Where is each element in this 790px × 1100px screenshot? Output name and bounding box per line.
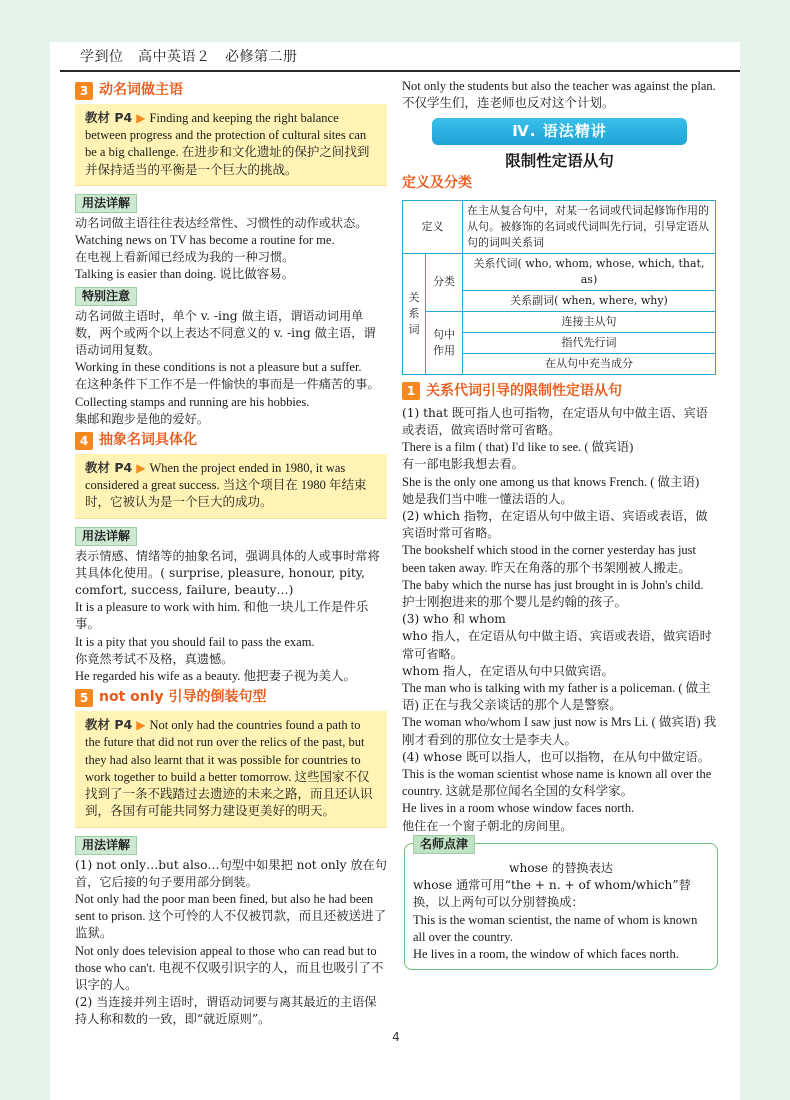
- play-triangle-icon: ▶: [136, 718, 146, 733]
- right-column: [402, 78, 717, 970]
- section-number-badge: 4: [75, 432, 93, 450]
- usage-tag: 用法详解: [75, 527, 137, 546]
- example-en: There is a film ( that) I'd like to see. ( 做宾语): [402, 440, 634, 455]
- note-tag: 特别注意: [75, 287, 137, 306]
- example-line: The man who is talking with my father is a policeman. ( 做主语) 正在与我父亲谈话的那个人是警察。: [402, 681, 711, 713]
- example-zh: 集邮和跑步是他的爱好。: [75, 411, 210, 426]
- rule-line: whom 指人，在定语从句中只做宾语。: [402, 663, 614, 678]
- tip-example: He lives in a room, the window of which faces north.: [413, 946, 679, 961]
- definition-table: [402, 200, 716, 375]
- function-row: 指代先行词: [463, 332, 716, 353]
- usage-tag: 用法详解: [75, 836, 137, 855]
- example-line: The baby which the nurse has just brought in is John's child. 护士刚抱进来的那个婴儿是约翰的孩子。: [402, 577, 704, 610]
- example-line: Not only the students but also the teacher was against the plan. 不仅学生们，连老师也反对这个计划。: [402, 79, 716, 111]
- tip-example: This is the woman scientist, the name of whom is known all over the country.: [413, 912, 698, 944]
- textbook-quote: [75, 104, 387, 185]
- page-number: 4: [383, 1024, 409, 1050]
- example-en: She is the only one among us that knows French. ( 做主语): [402, 474, 700, 489]
- section-4-heading: [75, 430, 387, 451]
- example-line: The woman who/whom I saw just now is Mrs Li. ( 做宾语) 我刚才看到的那位女士是李夫人。: [402, 715, 717, 747]
- example-en: It is a pity that you should fail to pass the exam.: [75, 634, 315, 649]
- play-triangle-icon: ▶: [136, 461, 146, 476]
- textbook-ref: 教材 P4: [85, 717, 133, 733]
- tip-title: whose 的替换表达: [509, 860, 613, 875]
- definition-subtitle: 定义及分类: [402, 174, 472, 191]
- rule-line: (1) that 既可指人也可指物，在定语从句中做主语、宾语或表语，做宾语时常可省略。: [402, 405, 708, 438]
- usage-line: 动名词做主语往往表达经常性、习惯性的动作或状态。: [75, 215, 368, 230]
- section-3-heading: [75, 80, 387, 101]
- example-line: Not only had the poor man been fined, but also he had been sent to prison. 这个可怜的人不仅被罚款，而且还被送进了监狱。: [75, 891, 387, 941]
- textbook-quote: [75, 454, 387, 518]
- example-en: He lives in a room whose window faces north.: [402, 801, 635, 816]
- example-zh: 在电视上看新闻已经成为我的一种习惯。: [75, 250, 295, 265]
- usage-tag: 用法详解: [75, 194, 137, 213]
- grammar-section-band: Ⅳ. 语法精讲: [432, 118, 687, 145]
- section-number-badge: 5: [75, 689, 93, 707]
- function-row: 在从句中充当成分: [463, 353, 716, 374]
- textbook-ref: 教材 P4: [85, 110, 133, 125]
- usage-line: 表示情感、情绪等的抽象名词，强调具体的人或事时常将其具体化使用。( surprise, pleasure, honour, pity, comfort, success, failure, beauty…): [75, 548, 380, 598]
- grammar-topic-title: 限制性定语从句: [505, 152, 614, 171]
- example-zh: 他住在一个窗子朝北的房间里。: [402, 818, 573, 833]
- teacher-tip-box: [404, 836, 718, 970]
- section-title: not only 引导的倒装句型: [99, 689, 267, 706]
- function-row: 连接主从句: [463, 311, 716, 332]
- rule-line: (2) which 指物，在定语从句中做主语、宾语或表语，做宾语时常可省略。: [402, 509, 708, 541]
- running-header: [60, 44, 740, 72]
- section-title: 动名词做主语: [99, 81, 183, 98]
- example-line: Not only does television appeal to those who can read but to those who can't. 电视不仅吸引识字的人，而且也吸引了不识字的人。: [75, 943, 384, 992]
- example-line: This is the woman scientist whose name is known all over the country. 这就是那位闻名全国的女科学家。: [402, 767, 712, 799]
- usage-line: (1) not only…but also…句型中如果把 not only 放在句首，它后接的句子要用部分倒装。: [75, 857, 387, 889]
- example-en: Watching news on TV has become a routine for me.: [75, 233, 335, 248]
- rule-line: who 指人，在定语从句中做主语、宾语或表语，做宾语时常可省略。: [402, 629, 712, 661]
- rule-line: (3) who 和 whom: [402, 612, 506, 627]
- example-zh: 你竟然考试不及格，真遗憾。: [75, 651, 234, 666]
- textbook-ref: 教材 P4: [85, 460, 133, 476]
- example-line: The bookshelf which stood in the corner yesterday has just been taken away. 昨天在角落的那个书架刚被人搬走。: [402, 543, 697, 575]
- example-line: Talking is easier than doing. 说比做容易。: [75, 267, 295, 282]
- example-en: Working in these conditions is not a pleasure but a suffer.: [75, 360, 362, 375]
- section-title: 关系代词引导的限制性定语从句: [426, 382, 622, 399]
- textbook-quote: [75, 711, 387, 826]
- tip-tag: 名师点津: [413, 835, 475, 854]
- example-zh: 在这种条件下工作不是一件愉快的事而是一件痛苦的事。: [75, 377, 380, 392]
- example-en: Collecting stamps and running are his hobbies.: [75, 394, 310, 409]
- section-1-heading: [402, 381, 717, 402]
- rule-line: (4) whose 既可以指人，也可以指物，在从句中做定语。: [402, 749, 710, 764]
- section-number-badge: 3: [75, 82, 93, 100]
- example-zh: 她是我们当中唯一懂法语的人。: [402, 491, 573, 506]
- left-column: [75, 78, 387, 1029]
- note-line: 动名词做主语时，单个 v. -ing 做主语，谓语动词用单数，两个或两个以上表达不同意义的 v. -ing 做主语，谓语动词用复数。: [75, 308, 376, 358]
- textbook-text: When the project ended in 1980, it was considered a great success. 当这个项目在 1980 年结束时，它被认为是一个巨大的成功。: [85, 461, 367, 510]
- section-5-heading: [75, 687, 387, 708]
- section-title: 抽象名词具体化: [99, 431, 197, 448]
- definition-label: 定义: [403, 200, 463, 253]
- example-zh: 有一部电影我想去看。: [402, 457, 524, 472]
- function-label: 句中作用: [426, 311, 463, 374]
- classification-row: 关系副词( when, where, why): [463, 290, 716, 311]
- book-series-title: 学到位 高中英语２ 必修第二册: [80, 49, 298, 65]
- classification-label: 分类: [426, 253, 463, 311]
- play-triangle-icon: ▶: [136, 111, 146, 125]
- textbook-text: Finding and keeping the right balance between progress and the protection of cultural sites can be a big challenge. 在进步和文化遗址的保护之间找到并保持适当的平衡是一个巨大的挑战。: [85, 111, 370, 177]
- tip-line: whose 通常可用“the + n. + of whom/which”替换，以上两句可以分别替换成：: [413, 878, 691, 910]
- relative-word-label: 关系词: [403, 253, 426, 374]
- definition-text: 在主从复合句中，对某一名词或代词起修饰作用的从句。被修饰的名词或代词叫先行词，引导定语从句的词叫关系词: [463, 200, 716, 253]
- example-line: He regarded his wife as a beauty. 他把妻子视为美人。: [75, 669, 357, 684]
- classification-row: 关系代词( who, whom, whose, which, that, as): [463, 253, 716, 290]
- section-number-badge: 1: [402, 382, 420, 400]
- textbook-text: Not only had the countries found a path to the future that did not run over the relics of the past, but they had also learnt that it was possible for countries to work together to build a better tomorrow. 这些国家不仅找到了一条不践踏过去遗迹的未来之路，而且还认识到，各国有可能共同努力建设更美好的明天。: [85, 718, 373, 819]
- usage-line: (2) 当连接并列主语时，谓语动词要与离其最近的主语保持人称和数的一致，即“就近原则”。: [75, 995, 377, 1027]
- example-line: It is a pleasure to work with him. 和他一块儿工作是件乐事。: [75, 600, 369, 632]
